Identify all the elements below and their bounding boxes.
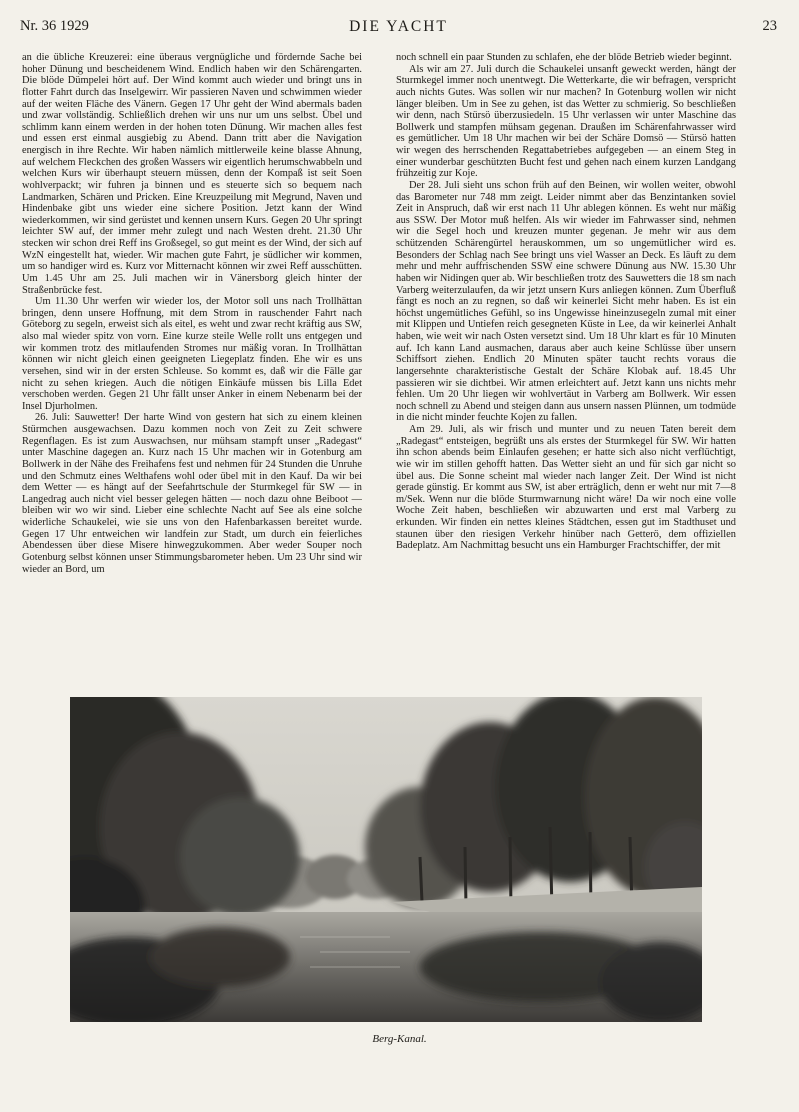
paragraph: an die übliche Kreuzerei: eine überaus vergnügliche und fördernde Sache bei hoher Dünung und bescheidenem Wind. Endlich haben wir den Schärengarten. Die blöde Dümpelei hört auf. Der Wind kommt auch wieder und bringt uns in flotter Fahrt durch das Inselgewirr. Wir passieren Naven und schwimmen wieder auf der weiten Fläche des Vänern. Gegen 17 Uhr geht der Wind abermals baden und zwar vollständig. Schließlich drehen wir uns nur um uns selbst. Übel und schlimm kann einem werden in der hohen toten Dünung. Wir machen alles fest und essen erst einmal ausgiebig zu Abend. Dann tritt aber die Navigation energisch in ihre Rechte. Wir haben nämlich mittlerweile keine blasse Ahnung, auf welchem Fleckchen des großen Wassers wir eigentlich herumschwabbeln und welchen Kurs wir überhaupt steuern müssen, denn der Kompaß ist seit Soen wohlverpackt; wir fuhren ja binnen und es steuerte sich so bequem nach Landmarken, Schären und Pricken. Eine Kreuzpeilung mit Megrund, Naven und Hindenbake gibt uns wieder eine sichere Position. Jetzt kann der Wind wiederkommen, wir sind gerüstet und kennen unsern Kurs. Gegen 20 Uhr springt leichter SW auf, der immer mehr zulegt und nach Westen dreht. 21.30 Uhr stecken wir schon drei Reff ins Großsegel, so gut meint es der Wind, der sich auf WzN eingestellt hat, wieder. Wir machen gute Fahrt, je südlicher wir kommen, um so handiger wird es. Kurz vor Mitternacht können wir zwei Reff ausschütten. Um 1.45 Uhr am 25. Juli machen wir in Vänersborg gleich hinter der Straßenbrücke fest.: [22, 52, 362, 296]
page-number: 23: [762, 18, 777, 34]
page-header: [20, 18, 777, 40]
paragraph: Am 29. Juli, als wir frisch und munter und zu neuen Taten bereit dem „Radegast“ entsteigen, begrüßt uns als erstes der Sturmkegel für SW. Wir hatten ihn schon abends beim Einlaufen gesehen; er hatte sich also nicht verflüchtigt, wie wir im stillen gehofft hatten. Das Wetter sieht an und für sich gar nicht so übel aus. Die Sonne scheint mal wieder nach langer Zeit. Der Wind ist nicht gerade günstig. Er kommt aus SW, ist aber erträglich, denn er weht nur mit 7—8 m/Sek. Wenn nur die blöde Sturmwarnung nicht wäre! Da wir noch eine volle Woche Zeit haben, beschließen wir abzuwarten und erst mal Varberg zu erkunden. Wir finden ein nettes kleines Städtchen, essen gut im Stadthuset und staunen über den riesigen Verkehr hinüber nach Getterö, dem offiziellen Badeplatz. Am Nachmittag besucht uns ein Hamburger Frachtschiffer, der mit: [396, 424, 736, 552]
canal-photo-illustration: [70, 697, 702, 1022]
paragraph: noch schnell ein paar Stunden zu schlafen, ehe der blöde Betrieb wieder beginnt.: [396, 52, 732, 63]
text-column-left: [22, 52, 362, 712]
journal-title: DIE YACHT: [349, 18, 448, 35]
paragraph: Um 11.30 Uhr werfen wir wieder los, der Motor soll uns nach Trollhättan bringen, denn unsere Hoffnung, mit dem Strom in rauschender Fahrt nach Göteborg zu segeln, erweist sich als eitel, es weht und zwar recht kräftig aus SW, also mal wieder spitz von vorn. Eine kurze steile Welle rollt uns entgegen und wir kommen trotz des mitlaufenden Stromes nur mäßig voran. In Trollhättan können wir nicht gleich einen geeigneten Liegeplatz finden. Ehe wir es uns versehen, sind wir in der ersten Schleuse. So kommt es, daß wir die Fälle gar nicht zu sehen kriegen. Auch die nötigen Einkäufe müssen bis Lilla Edet verschoben werden. Gegen 21 Uhr fällt unser Anker in einem Nebenarm bei der Insel Djurholmen.: [22, 296, 362, 412]
paragraph: Als wir am 27. Juli durch die Schaukelei unsanft geweckt werden, hängt der Sturmkegel immer noch unentwegt. Die Wetterkarte, die wir befragen, verspricht auch nichts Gutes. Was sollen wir nur machen? In Gotenburg wollen wir nicht länger bleiben. Um in See zu gehen, ist das Wetter zu schmierig. So beschließen wir denn, nach Stürsö überzusiedeln. 15 Uhr verlassen wir unter Maschine das Bollwerk und stampfen mühsam gegenan. Draußen im Schärenfahrwasser wird es gemütlicher. Um 18 Uhr machen wir bei der Schäre Domsö — Stürsö hatten wir wegen des herrschenden Regattabetriebes aufgegeben — an einem Steg in einer wunderbar geschützten Bucht fest und gehen nach einem kurzen Landgang frühzeitig zur Koje.: [396, 63, 736, 180]
paragraph: Der 28. Juli sieht uns schon früh auf den Beinen, wir wollen weiter, obwohl das Barometer nur 748 mm zeigt. Leider nimmt aber das Benzintanken soviel Zeit in Anspruch, daß wir erst nach 11 Uhr ablegen können. Es weht nur mäßig aus SSW. Der Motor muß helfen. Als wir wieder im Fahrwasser sind, nehmen wir die Segel hoch und kreuzen munter gegenan. Je mehr wir aus dem schützenden Schärengürtel herauskommen, um so ungemütlicher wird es. Besonders der Schlag nach See bringt uns viel Wasser an Deck. Es läuft zu dem mehr und mehr auffrischenden SSW eine schwere Dünung aus NW. 15.30 Uhr haben wir Nidingen quer ab. Wir beschließen trotz des Sauwetters die 18 sm nach Varberg weiterzulaufen, da wir jetzt unsern Kurs anliegen können. Zum Überfluß fängt es noch an zu regnen, so daß wir keinerlei Sicht mehr haben. Es ist ein höchst ungemütliches Gefühl, so ins Ungewisse hineinzusegeln zumal mit einer mit Klippen und Untiefen reich gesegneten Küste in Lee, da wir keinerlei Anhalt haben, wie weit wir nach Osten versetzt sind. Um 18 Uhr klart es für 10 Minuten auf. Ich kann Land ausmachen, daraus aber auch keine Schlüsse über unsern Schiffsort ziehen. Endlich 20 Minuten später taucht rechts voraus die langersehnte charakteristische Gestalt der Schäre Klobak auf. 18.45 Uhr passieren wir sie dichtbei. Wir atmen erleichtert auf. Jetzt kann uns nichts mehr fehlen. Um 20 Uhr liegen wir wohlvertäut in Varberg am Bollwerk. Wir essen noch schnell zu Abend und steigen dann aus unsern nassen Plünnen, um todmüde in die nicht minder feuchte Kojen zu fallen.: [396, 179, 736, 424]
text-column-right: [396, 52, 736, 712]
issue-number: Nr. 36 1929: [20, 18, 89, 34]
canal-photograph: [70, 697, 702, 1022]
paragraph: 26. Juli: Sauwetter! Der harte Wind von gestern hat sich zu einem kleinen Stürmchen ausgewachsen. Dazu kommen noch von Zeit zu Zeit schwere Regenflagen. Es ist zum Auswachsen, nur mühsam stampft unser „Radegast“ unter Maschine dagegen an. Kurz nach 15 Uhr machen wir in Gotenburg am Bollwerk in der Nähe des Freihafens fest und nehmen für 24 Stunden die Unruhe und den Schmutz eines Welthafens wohl oder übel mit in den Kauf. Da wir bei dem Wetter — es hängt auf der Seefahrtschule der Sturmkegel für SW — in Langedrag auch nicht viel besser gelegen hätten — noch dazu ohne Beiboot — bleiben wir wo wir sind. Lieber eine schlechte Nacht auf See als eine solche widerliche Schaukelei, wie sie uns von den Hafenbarkassen bereitet wurde. Gegen 17 Uhr entweichen wir landfein zur Stadt, um durch ein feierliches Abendessen über diese Misere hinwegzukommen. Aber weder Souper noch Gotenburg selbst können unser Stimmungsbarometer heben. Um 23 Uhr sind wir wieder an Bord, um: [22, 412, 362, 575]
photo-caption: Berg-Kanal.: [372, 1033, 427, 1045]
